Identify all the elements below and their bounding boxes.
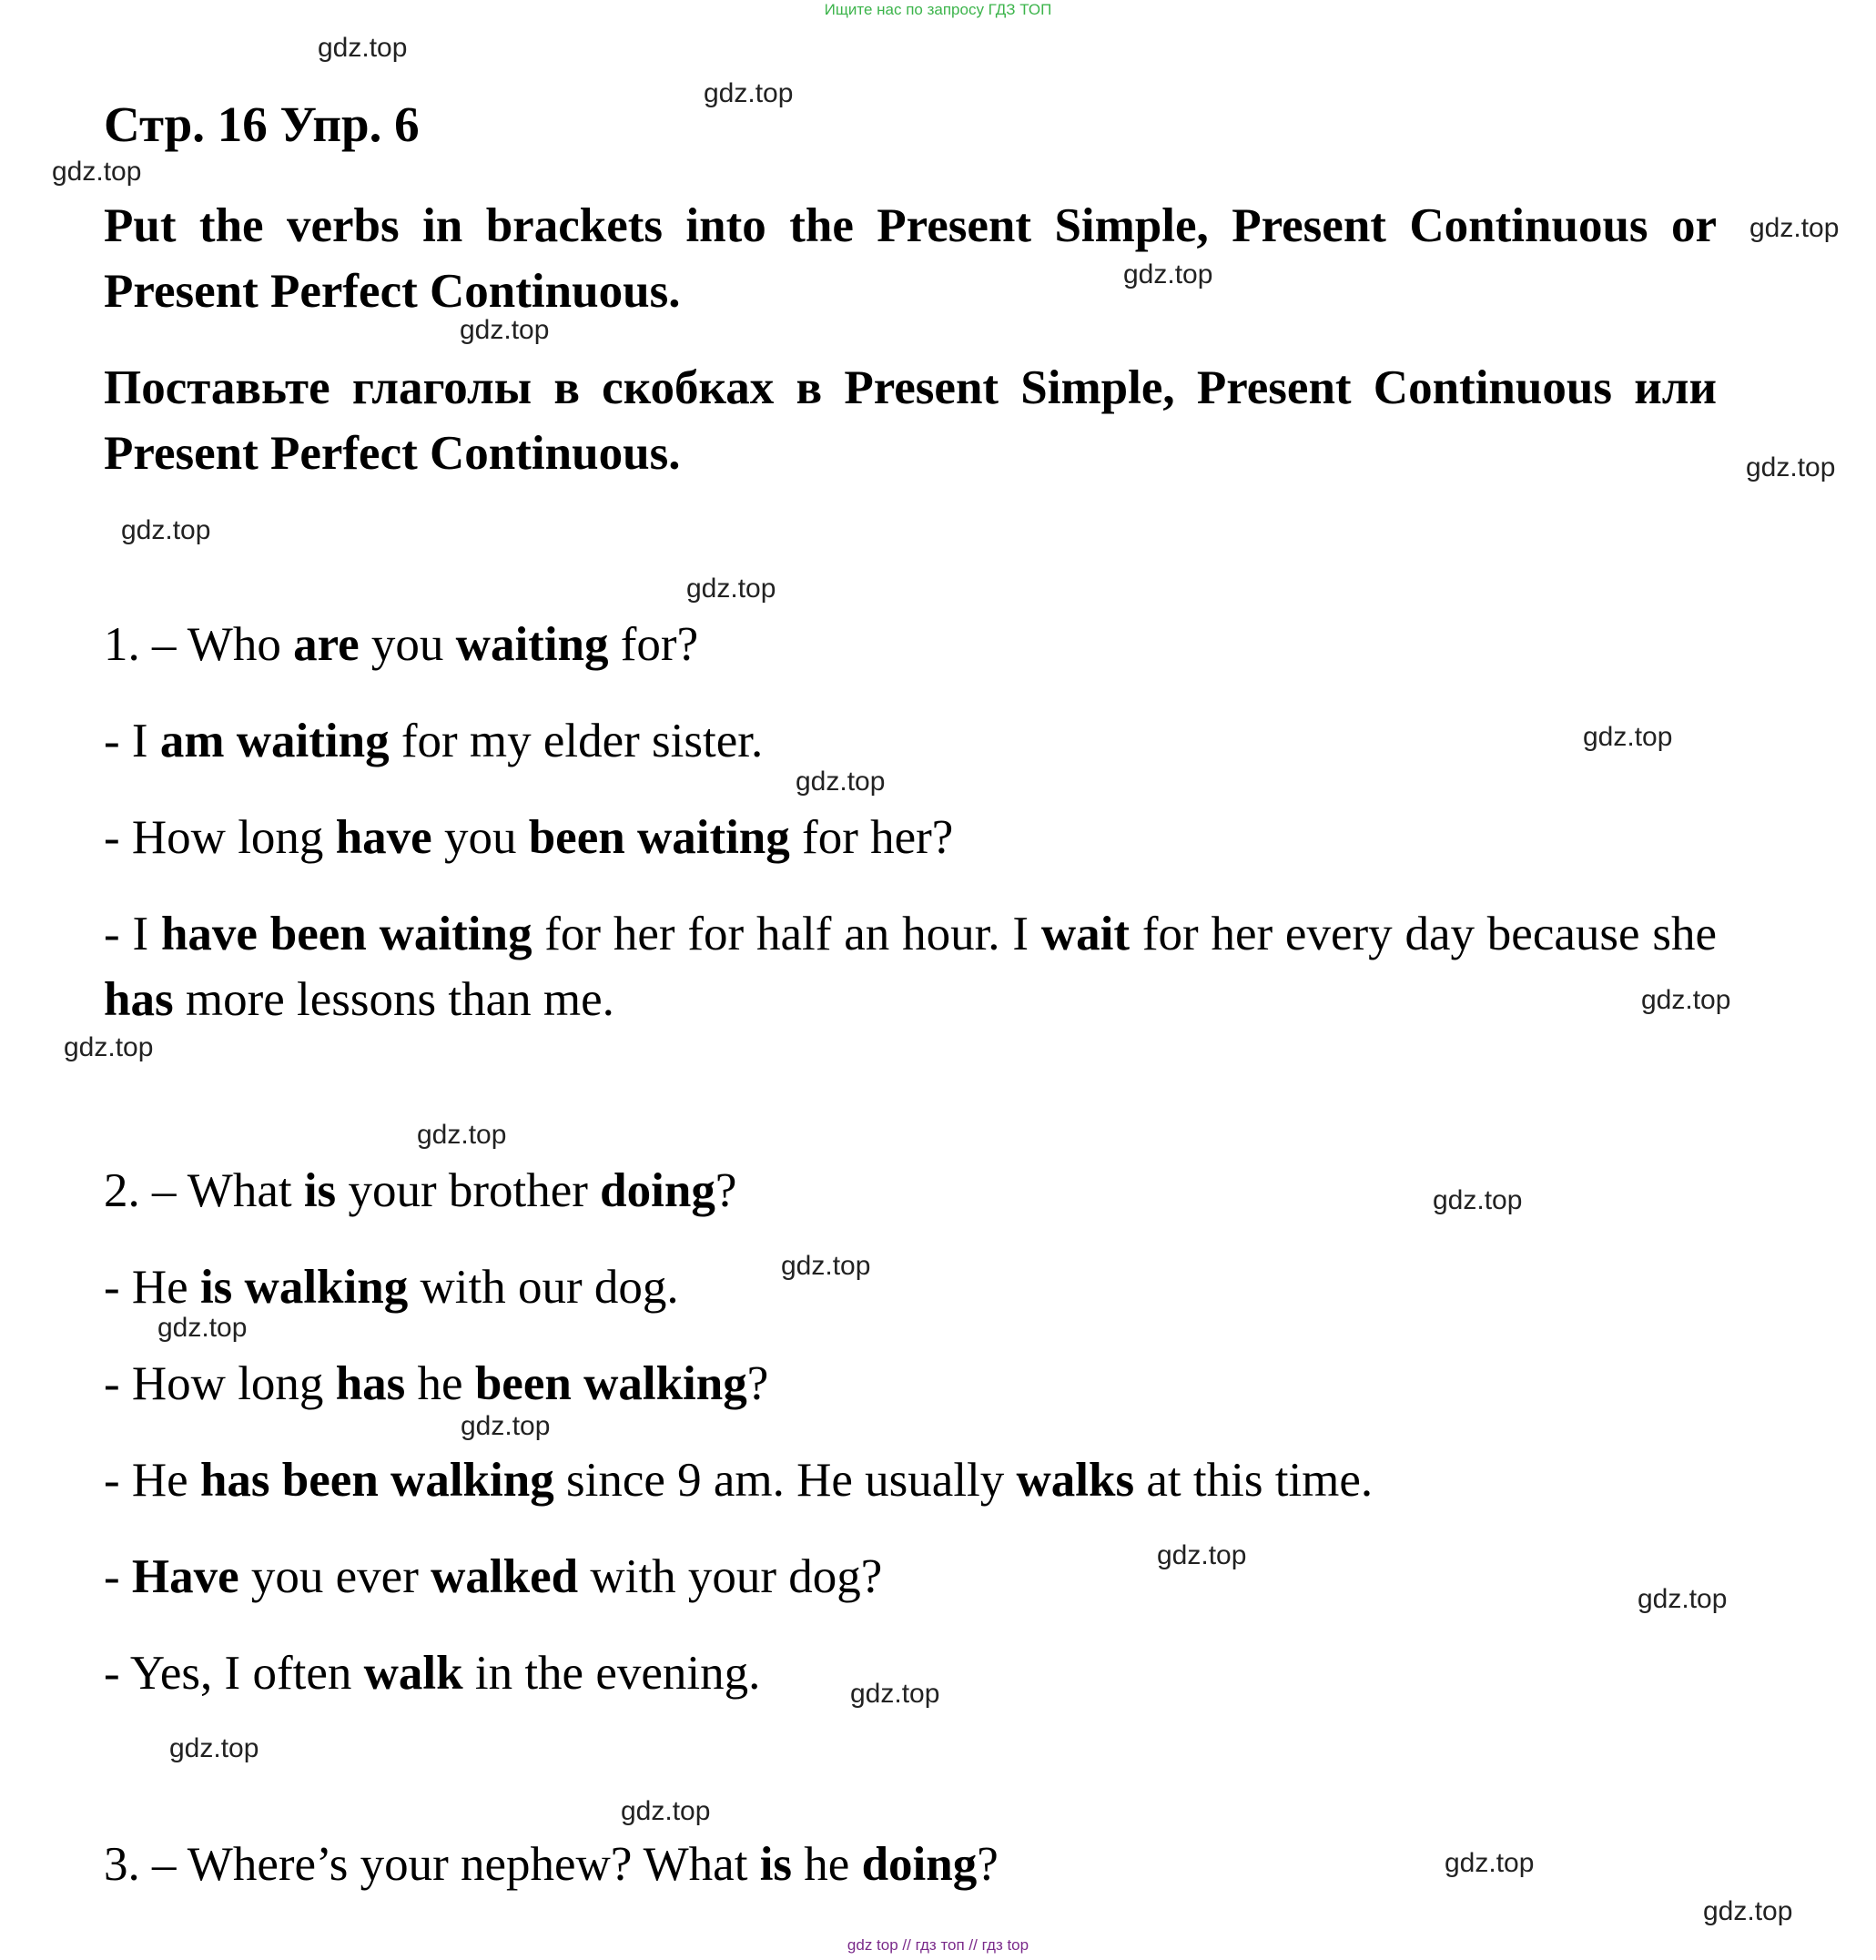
watermark: gdz.top [169, 1733, 259, 1763]
watermark: gdz.top [796, 767, 886, 797]
watermark: gdz.top [460, 315, 550, 345]
watermark: gdz.top [1445, 1848, 1535, 1878]
watermark: gdz.top [704, 78, 794, 108]
watermark: gdz.top [621, 1796, 711, 1826]
watermark: gdz.top [1157, 1540, 1247, 1570]
watermark: gdz.top [461, 1411, 551, 1441]
task-russian: Поставьте глаголы в скобках в Present Simple, Present Continuous или Present Perfect Continuous. [104, 361, 1717, 480]
watermark: gdz.top [1749, 213, 1840, 243]
watermark: gdz.top [64, 1032, 154, 1062]
watermark: gdz.top [1123, 259, 1213, 289]
ex2-line-3: - How long has he been walking? [104, 1357, 769, 1410]
watermark: gdz.top [1641, 985, 1731, 1015]
ex2-line-5: - Have you ever walked with your dog? [104, 1550, 883, 1603]
watermark: gdz.top [318, 33, 408, 63]
watermark: gdz.top [157, 1313, 248, 1343]
watermark: gdz.top [1433, 1185, 1523, 1215]
task-english: Put the verbs in brackets into the Present Simple, Present Continuous or Present Perfect Continuous. [104, 199, 1717, 318]
ex1-line-4: - I have been waiting for her for half an hour. I wait for her every day because she has more lessons than me. [104, 908, 1717, 1026]
watermark: gdz.top [1583, 722, 1673, 752]
ex1-line-1: 1. – Who are you waiting for? [104, 618, 699, 671]
watermark: gdz.top [417, 1120, 507, 1150]
bottom-banner: gdz top // гдз топ // гдз top [847, 1936, 1029, 1954]
top-banner: Ищите нас по запросу ГДЗ ТОП [824, 1, 1052, 18]
ex2-line-1: 2. – What is your brother doing? [104, 1164, 737, 1217]
ex2-line-2: - He is walking with our dog. [104, 1261, 679, 1314]
watermark: gdz.top [121, 515, 211, 545]
ex3-line-1: 3. – Where’s your nephew? What is he doing? [104, 1838, 999, 1891]
page-heading: Стр. 16 Упр. 6 [104, 96, 420, 152]
watermark: gdz.top [1638, 1584, 1728, 1614]
watermark: gdz.top [1746, 452, 1836, 482]
ex1-line-2: - I am waiting for my elder sister. [104, 715, 764, 767]
watermark: gdz.top [686, 574, 776, 604]
ex1-line-3: - How long have you been waiting for her? [104, 811, 954, 864]
watermark: gdz.top [52, 157, 142, 187]
watermark: gdz.top [850, 1679, 940, 1709]
ex2-line-6: - Yes, I often walk in the evening. [104, 1647, 761, 1700]
watermark: gdz.top [1703, 1896, 1793, 1926]
watermark: gdz.top [781, 1251, 871, 1281]
ex2-line-4: - He has been walking since 9 am. He usually walks at this time. [104, 1454, 1374, 1507]
